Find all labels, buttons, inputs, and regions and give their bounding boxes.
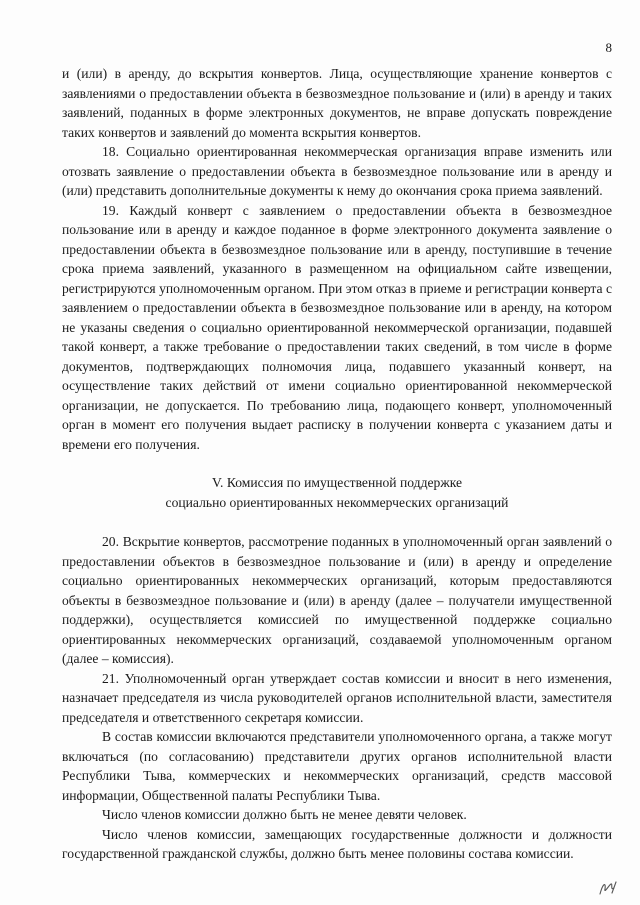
signature-icon bbox=[598, 879, 618, 897]
paragraph-continuation: и (или) в аренду, до вскрытия конвертов. Лица, осуществляющие хранение конвертов с заявлениями о предоставлении объекта в безвозмездное пользование и (или) в аренду и таких заявлений, поданных в форме электронных документов, не вправе допускать повреждение таких конвертов и заявлений до момента вскрытия конвертов. bbox=[62, 66, 612, 140]
document-body bbox=[62, 64, 612, 864]
section-heading bbox=[62, 473, 612, 512]
section-heading-line-1: V. Комиссия по имущественной поддержке bbox=[211, 475, 463, 490]
paragraph-21: 21. Уполномоченный орган утверждает состав комиссии и вносит в него изменения, назначает председателя из числа руководителей органов исполнительной власти, заместителя председателя и ответственного секретаря комиссии. bbox=[62, 670, 612, 725]
page-number: 8 bbox=[605, 40, 612, 55]
paragraph-18: 18. Социально ориентированная некоммерческая организация вправе изменить или отозвать заявление о предоставлении объекта в безвозмездное пользование или в аренду и (или) представить дополнительные документы к нему до окончания срока приема заявлений. bbox=[62, 144, 612, 198]
paragraph-commission-composition: В состав комиссии включаются представители уполномоченного органа, а также могут включаться (по согласованию) представители других органов исполнительной власти Республики Тыва, коммерческих и некоммерческих организаций, средств массовой информации, Общественной палаты Республики Тыва. bbox=[62, 729, 612, 803]
section-heading-line-2: социально ориентированных некоммерческих организаций bbox=[165, 494, 509, 510]
paragraph-member-count: Число членов комиссии должно быть не менее девяти человек. bbox=[102, 807, 467, 822]
paragraph-19: 19. Каждый конверт с заявлением о предоставлении объекта в безвозмездное пользование или в аренду и каждое поданное в форме электронного документа заявление о предоставлении объекта в безвозмездное пользование или в аренду, поступившие в течение срока приема заявлений, указанного в размещенном на официальном сайте извещении, регистрируются уполномоченным органом. При этом отказ в приеме и регистрации конверта с заявлением о предоставлении объекта в безвозмездное пользование или в аренду, на котором не указаны сведения о социально ориентированной некоммерческой организации, подавшей такой конверт, а также требование о предоставлении таких сведений, в том числе в форме документов, подтверждающих полномочия лица, подавшего указанный конверт, на осуществление таких действий от имени социально ориентированной некоммерческой организации, не допускается. По требованию лица, подающего конверт, уполномоченный орган в момент его получения выдает расписку в получении конверта с указанием даты и времени его получения. bbox=[62, 202, 612, 452]
paragraph-member-restriction: Число членов комиссии, замещающих государственные должности и должности государственной гражданской службы, должно быть менее половины состава комиссии. bbox=[62, 826, 612, 861]
paragraph-20: 20. Вскрытие конвертов, рассмотрение поданных в уполномоченный орган заявлений о предоставлении объектов в безвозмездное пользование и (или) в аренду и определение социально ориентированных некоммерческих организаций, которым предоставляются объекты в безвозмездное пользование и (или) в аренду (далее – получатели имущественной поддержки), осуществляется комиссией по имущественной поддержке социально ориентированных некоммерческих организаций, создаваемой уполномоченным органом (далее – комиссия). bbox=[62, 534, 612, 666]
